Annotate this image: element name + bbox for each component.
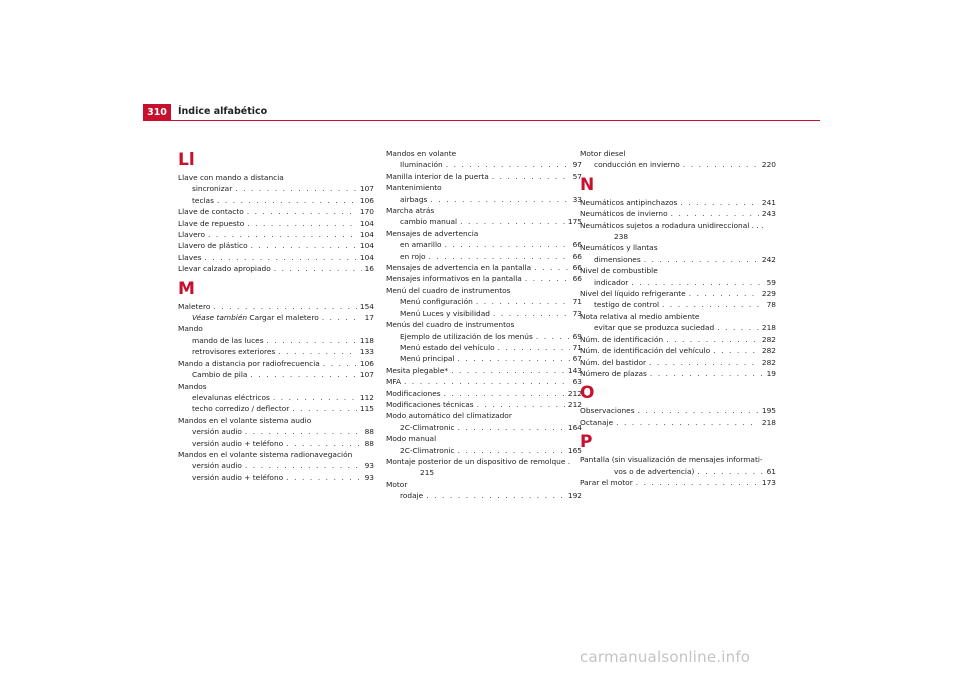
- index-entry: [580, 477, 776, 488]
- index-page-number: 67: [572, 354, 582, 364]
- index-entry: [386, 262, 582, 273]
- index-entry: [386, 479, 582, 490]
- index-page-number: 17: [364, 313, 374, 323]
- index-entry: [580, 208, 776, 219]
- index-entry-term: Llavero de plástico: [178, 241, 248, 251]
- index-entry: [386, 296, 582, 307]
- dot-leader: [270, 392, 357, 403]
- index-subentry-term: Menú estado del vehículo: [400, 342, 495, 352]
- index-page-number: 218: [761, 323, 776, 333]
- index-entry: [580, 334, 776, 345]
- index-entry-heading: Mandos en el volante sistema radionavegación: [178, 449, 353, 459]
- index-column-1: [178, 148, 374, 483]
- index-entry: [580, 357, 776, 368]
- index-entry-heading: Nivel de combustible: [580, 266, 658, 276]
- dot-leader: [283, 438, 361, 449]
- dot-leader: [426, 251, 570, 262]
- index-entry-heading: Mensajes de advertencia: [386, 228, 479, 238]
- index-page-number: 61: [766, 466, 776, 476]
- index-entry-term: MFA: [386, 377, 402, 387]
- index-entry-term: Parar el motor: [580, 477, 633, 487]
- index-entry-term: Octanaje: [580, 417, 614, 427]
- dot-leader: [646, 357, 759, 368]
- index-entry-term: Maletero: [178, 301, 211, 311]
- index-entry: [178, 335, 374, 346]
- index-page-number: 242: [761, 254, 776, 264]
- index-subentry-term: Menú Luces y visibilidad: [400, 308, 490, 318]
- index-section-letter: P: [580, 432, 593, 453]
- index-entry: [580, 159, 776, 170]
- index-entry: [580, 197, 776, 208]
- index-page-number: 192: [567, 491, 582, 501]
- dot-leader: [205, 229, 357, 240]
- page-number: 310: [143, 104, 171, 120]
- index-entry-term: Mando a distancia por radiofrecuencia: [178, 358, 320, 368]
- index-entry-heading: Neumáticos y llantas: [580, 243, 658, 253]
- index-subentry-term: 2C-Climatronic: [400, 445, 455, 455]
- index-subentry-term: versión audio: [192, 427, 242, 437]
- index-page-number: 112: [359, 392, 374, 402]
- index-entry: [580, 288, 776, 299]
- dot-leader: [210, 301, 357, 312]
- dot-leader: [633, 477, 759, 488]
- index-entry: [386, 159, 582, 170]
- index-page-number: 71: [572, 342, 582, 352]
- index-entry-term: Mesita plegable*: [386, 365, 449, 375]
- index-page-number: 88: [364, 427, 374, 437]
- index-subentry-term: versión audio + teléfono: [192, 438, 284, 448]
- index-subentry-term: versión audio: [192, 461, 242, 471]
- index-entry-heading: Mandos en volante: [386, 149, 457, 158]
- index-entry: [386, 490, 582, 501]
- index-entry: [386, 399, 582, 410]
- index-page-number: 241: [761, 197, 776, 207]
- dot-leader: [264, 335, 357, 346]
- dot-leader: [641, 254, 759, 265]
- index-page-number: 212: [567, 399, 582, 409]
- index-subentry-term: Cargar el maletero: [249, 313, 319, 323]
- index-entry: [386, 331, 582, 342]
- dot-leader: [473, 296, 570, 307]
- index-page-number: 66: [572, 263, 582, 273]
- index-page-number: 243: [761, 209, 776, 219]
- index-entry: [580, 265, 776, 276]
- index-subentry-term: Menú principal: [400, 354, 455, 364]
- dot-leader: [714, 322, 759, 333]
- dot-leader: [489, 171, 570, 182]
- index-entry-term: Manilla interior de la puerta: [386, 171, 489, 181]
- index-subentry-term: conducción en invierno: [594, 160, 680, 170]
- index-page-number: 57: [572, 171, 582, 181]
- dot-leader: [680, 159, 759, 170]
- index-entry-term: Número de plazas: [580, 368, 647, 378]
- index-page-number: 16: [364, 264, 374, 274]
- index-entry-heading: Marcha atrás: [386, 206, 435, 216]
- dot-leader: [247, 369, 356, 380]
- index-subentry-term: sincronizar: [192, 184, 233, 194]
- index-entry: [386, 353, 582, 364]
- index-entry: [178, 346, 374, 357]
- dot-leader: [677, 197, 759, 208]
- dot-leader: [443, 159, 570, 170]
- index-page-number: 212: [567, 388, 582, 398]
- dot-leader: [613, 417, 759, 428]
- index-page-number: 104: [359, 218, 374, 228]
- index-entry-term: Llevar calzado apropiado: [178, 264, 271, 274]
- dot-leader: [522, 273, 570, 284]
- dot-leader: [533, 331, 570, 342]
- see-also-label: Véase también: [192, 313, 248, 323]
- index-entry: [386, 251, 582, 262]
- index-entry: [580, 242, 776, 253]
- index-subentry-term: versión audio + teléfono: [192, 472, 284, 482]
- index-subentry-term: evitar que se produzca suciedad: [594, 323, 715, 333]
- index-page-number: 220: [761, 160, 776, 170]
- index-entry: [178, 415, 374, 426]
- index-entry: [386, 410, 582, 421]
- dot-leader: [455, 353, 570, 364]
- index-entry: [386, 239, 582, 250]
- dot-leader: [457, 216, 565, 227]
- index-entry: [580, 466, 776, 477]
- index-page-number: 173: [761, 477, 776, 487]
- index-page-number: 104: [359, 241, 374, 251]
- index-entry: [386, 456, 582, 467]
- index-entry-term: Nivel del líquido refrigerante: [580, 289, 686, 299]
- index-entry-heading: Nota relativa al medio ambiente: [580, 311, 700, 321]
- index-page-number: 88: [364, 438, 374, 448]
- index-section-letter: M: [178, 278, 195, 299]
- index-page-number: 66: [572, 274, 582, 284]
- index-subentry-term: Iluminación: [400, 160, 443, 170]
- index-entry-heading: Montaje posterior de un dispositivo de remolque .: [386, 456, 571, 466]
- dot-leader: [441, 388, 565, 399]
- index-page-number: 33: [572, 194, 582, 204]
- dot-leader: [647, 368, 764, 379]
- index-page-number: 71: [572, 297, 582, 307]
- index-entry: [580, 345, 776, 356]
- index-entry: [386, 319, 582, 330]
- dot-leader: [490, 308, 570, 319]
- index-column-3: [580, 148, 776, 488]
- dot-leader: [635, 405, 759, 416]
- dot-leader: [275, 346, 357, 357]
- watermark: carmanualsonline.info: [580, 648, 751, 666]
- index-entry: [178, 426, 374, 437]
- dot-leader: [271, 263, 362, 274]
- index-subentry-term: mando de las luces: [192, 335, 264, 345]
- index-entry: [386, 205, 582, 216]
- index-page-number: 106: [359, 358, 374, 368]
- index-entry: [580, 277, 776, 288]
- index-entry: [580, 405, 776, 416]
- index-entry-term: Neumáticos de invierno: [580, 209, 668, 219]
- dot-leader: [455, 422, 565, 433]
- index-page-number: 115: [359, 404, 374, 414]
- index-entry: [178, 392, 374, 403]
- index-entry: [386, 182, 582, 193]
- index-entry: [178, 172, 374, 183]
- index-entry: [178, 358, 374, 369]
- index-entry: [178, 240, 374, 251]
- index-page-number: 59: [766, 277, 776, 287]
- index-page-number: 282: [761, 357, 776, 367]
- dot-leader: [495, 342, 570, 353]
- index-subentry-term: retrovisores exteriores: [192, 347, 276, 357]
- index-section-letter: O: [580, 383, 595, 404]
- index-page-number: 229: [761, 289, 776, 299]
- index-entry: [386, 216, 582, 227]
- index-entry-term: Llave de repuesto: [178, 218, 245, 228]
- dot-leader: [448, 365, 565, 376]
- index-entry: [178, 206, 374, 217]
- index-entry-term: Llave de contacto: [178, 207, 244, 217]
- index-page-number: 164: [567, 422, 582, 432]
- index-subentry-term: airbags: [400, 194, 428, 204]
- index-page-number: 107: [359, 184, 374, 194]
- index-entry-term: Modificaciones técnicas: [386, 399, 474, 409]
- index-entry: [580, 311, 776, 322]
- index-entry-term: Núm. del bastidor: [580, 357, 647, 367]
- index-subentry-term: en rojo: [400, 251, 426, 261]
- index-page-number: 107: [359, 370, 374, 380]
- index-entry-heading: Mandos: [178, 381, 207, 391]
- index-entry: [178, 218, 374, 229]
- index-entry: [580, 368, 776, 379]
- dot-leader: [668, 208, 759, 219]
- index-entry-heading: Llave con mando a distancia: [178, 173, 284, 182]
- index-subentry-term: indicador: [594, 277, 629, 287]
- index-entry-heading: Mandos en el volante sistema audio: [178, 415, 312, 425]
- index-page-number: 165: [567, 445, 582, 455]
- index-entry: [178, 449, 374, 460]
- dot-leader: [201, 252, 356, 263]
- index-column-2: [386, 148, 582, 502]
- dot-leader: [244, 218, 357, 229]
- dot-leader: [244, 206, 357, 217]
- index-subentry-term: vos o de advertencia): [614, 466, 695, 476]
- index-entry: [386, 445, 582, 456]
- dot-leader: [474, 399, 565, 410]
- index-page-number: 97: [572, 160, 582, 170]
- index-entry: [386, 194, 582, 205]
- index-page-number: 78: [766, 300, 776, 310]
- dot-leader: [248, 240, 357, 251]
- dot-leader: [455, 445, 565, 456]
- index-entry: [178, 183, 374, 194]
- dot-leader: [531, 262, 569, 273]
- index-page-number: 118: [359, 335, 374, 345]
- index-page-number: 93: [364, 461, 374, 471]
- index-subentry-term: dimensiones: [594, 254, 641, 264]
- index-entry-heading: Neumáticos sujetos a rodadura unidireccional . . .: [580, 220, 764, 230]
- index-subentry-term: techo corredizo / deflector: [192, 404, 290, 414]
- index-entry-term: Mensajes de advertencia en la pantalla: [386, 263, 532, 273]
- page-title: Índice alfabético: [178, 106, 268, 117]
- index-entry: [178, 381, 374, 392]
- index-page-number: 63: [572, 377, 582, 387]
- index-entry-heading: Menús del cuadro de instrumentos: [386, 320, 515, 330]
- index-entry-heading: Motor: [386, 479, 408, 489]
- index-section-letter: Ll: [178, 150, 195, 170]
- dot-leader: [442, 239, 570, 250]
- index-entry: [386, 422, 582, 433]
- index-page-number: 66: [572, 240, 582, 250]
- index-entry-heading: Pantalla (sin visualización de mensajes informati-: [580, 455, 763, 465]
- index-page-number: 218: [761, 417, 776, 427]
- index-entry-heading: Modo automático del climatizador: [386, 411, 512, 421]
- index-page-number: 195: [761, 406, 776, 416]
- index-page-number: 19: [766, 368, 776, 378]
- index-subentry-term: teclas: [192, 195, 214, 205]
- dot-leader: [663, 334, 759, 345]
- index-entry: [386, 388, 582, 399]
- index-page-number: 282: [761, 334, 776, 344]
- index-page-number: 133: [359, 347, 374, 357]
- index-entry: [178, 460, 374, 471]
- index-page-number: 69: [572, 331, 582, 341]
- index-section-letter: N: [580, 174, 595, 195]
- dot-leader: [232, 183, 357, 194]
- index-entry: [386, 148, 582, 159]
- index-entry: [580, 220, 776, 231]
- index-entry: [178, 312, 374, 323]
- dot-leader: [242, 426, 362, 437]
- index-entry: [178, 263, 374, 274]
- index-entry: [178, 369, 374, 380]
- dot-leader: [401, 376, 570, 387]
- dot-leader: [427, 194, 569, 205]
- dot-leader: [289, 403, 357, 414]
- index-entry: [580, 231, 776, 242]
- dot-leader: [628, 277, 763, 288]
- index-entry-heading: Motor diesel: [580, 149, 626, 158]
- index-page-number: 93: [364, 472, 374, 482]
- index-page-number: 143: [567, 365, 582, 375]
- index-entry: [386, 285, 582, 296]
- index-page-number: 238: [614, 232, 629, 242]
- dot-leader: [659, 299, 764, 310]
- index-entry-heading: Menú del cuadro de instrumentos: [386, 285, 511, 295]
- dot-leader: [710, 345, 759, 356]
- index-subentry-term: cambio manual: [400, 217, 458, 227]
- index-entry-term: Observaciones: [580, 406, 635, 416]
- index-entry: [386, 342, 582, 353]
- index-page-number: 175: [567, 217, 582, 227]
- index-entry: [580, 454, 776, 465]
- dot-leader: [694, 466, 763, 477]
- dot-leader: [214, 195, 357, 206]
- index-entry: [178, 403, 374, 414]
- dot-leader: [686, 288, 759, 299]
- index-entry-term: Núm. de identificación: [580, 334, 664, 344]
- index-entry-heading: Mantenimiento: [386, 183, 442, 193]
- index-page-number: 73: [572, 308, 582, 318]
- index-entry: [580, 417, 776, 428]
- index-page-number: 215: [420, 468, 435, 478]
- index-entry: [580, 148, 776, 159]
- index-subentry-term: Cambio de pila: [192, 370, 248, 380]
- index-page-number: 66: [572, 251, 582, 261]
- index-entry: [178, 472, 374, 483]
- header-divider: [143, 120, 820, 121]
- index-entry: [386, 308, 582, 319]
- index-subentry-term: testigo de control: [594, 300, 660, 310]
- index-entry-term: Mensajes informativos en la pantalla: [386, 274, 522, 284]
- index-subentry-term: Ejemplo de utilización de los menús: [400, 331, 533, 341]
- index-page-number: 170: [359, 207, 374, 217]
- index-entry-term: Modificaciones: [386, 388, 441, 398]
- index-entry-heading: Mando: [178, 324, 203, 334]
- index-page-number: 282: [761, 346, 776, 356]
- dot-leader: [320, 358, 357, 369]
- index-entry: [386, 376, 582, 387]
- index-entry: [386, 171, 582, 182]
- index-page-number: 104: [359, 230, 374, 240]
- index-entry-heading: Modo manual: [386, 434, 437, 444]
- index-entry-term: Llaves: [178, 252, 202, 262]
- index-subentry-term: elevalunas eléctricos: [192, 392, 270, 402]
- index-entry: [178, 301, 374, 312]
- index-entry: [386, 467, 582, 478]
- index-page-number: 104: [359, 252, 374, 262]
- index-entry: [580, 322, 776, 333]
- index-entry: [178, 438, 374, 449]
- index-entry: [178, 252, 374, 263]
- index-entry: [580, 299, 776, 310]
- index-entry-term: Llavero: [178, 230, 206, 240]
- index-entry: [580, 254, 776, 265]
- index-entry-term: Núm. de identificación del vehículo: [580, 346, 711, 356]
- index-entry: [386, 365, 582, 376]
- index-subentry-term: rodaje: [400, 491, 424, 501]
- index-entry-term: Neumáticos antipinchazos: [580, 197, 678, 207]
- dot-leader: [283, 472, 361, 483]
- index-entry: [178, 229, 374, 240]
- index-subentry-term: 2C-Climatronic: [400, 422, 455, 432]
- index-entry: [178, 323, 374, 334]
- dot-leader: [423, 490, 565, 501]
- index-entry: [178, 195, 374, 206]
- index-entry: [386, 228, 582, 239]
- dot-leader: [319, 312, 362, 323]
- index-subentry-term: en amarillo: [400, 240, 442, 250]
- index-page-number: 106: [359, 195, 374, 205]
- dot-leader: [242, 460, 362, 471]
- index-subentry-term: Menú configuración: [400, 297, 473, 307]
- index-page-number: 154: [359, 301, 374, 311]
- index-entry: [386, 273, 582, 284]
- index-entry: [386, 433, 582, 444]
